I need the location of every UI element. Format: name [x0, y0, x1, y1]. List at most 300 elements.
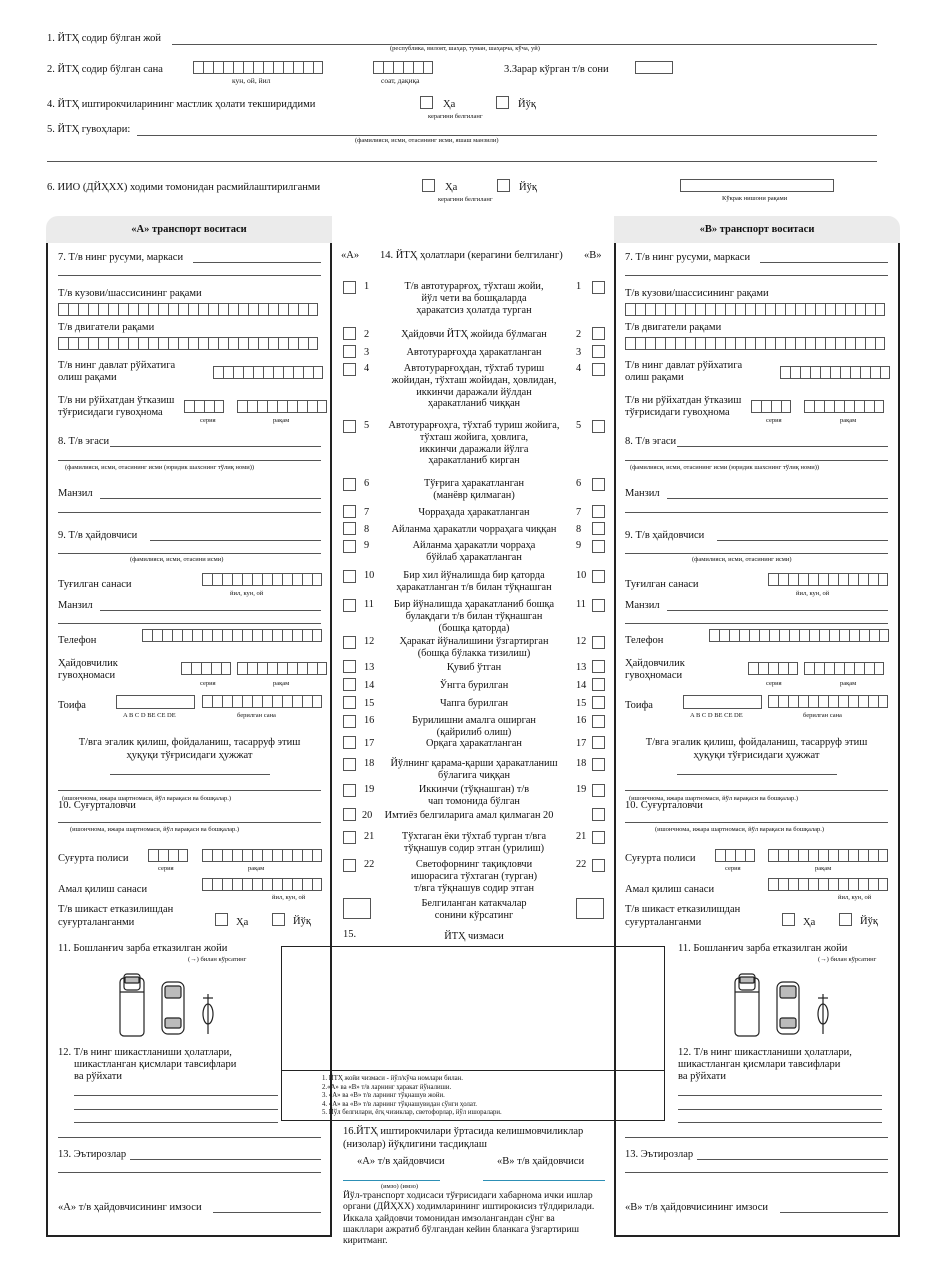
item-3-b-number: 3: [576, 347, 582, 358]
a-driver-hint: (фамилияси, исми, отасини исми): [130, 556, 224, 563]
a-vehicles-diagram[interactable]: [115, 972, 225, 1040]
a-owner-label: 8. Т/в эгаси: [58, 436, 110, 447]
item-8-text-1: Айланма ҳаракатли чорраҳага чиққан: [391, 524, 557, 535]
item-16-a-number: 16: [364, 715, 375, 726]
item-6-a-checkbox[interactable]: [343, 478, 356, 491]
a-objections-field[interactable]: [130, 1159, 321, 1160]
a-driver-field[interactable]: [150, 540, 321, 541]
sketch-number: 15.: [343, 929, 357, 940]
b-impact-label: 11. Бошланғич зарба етказилган жойи: [678, 943, 848, 954]
q6-no-label: Йўқ: [519, 182, 537, 193]
item-12-a-number: 12: [364, 636, 375, 647]
b-right-doc-field[interactable]: [677, 774, 837, 775]
item-4-b-checkbox[interactable]: [592, 363, 605, 376]
a-cert-label-2: тўғрисидаги гувоҳнома: [58, 407, 163, 418]
a-category-date-hint: берилган сана: [237, 712, 276, 719]
q2-time-hint: соат, дақиқа: [381, 76, 420, 85]
b-address2-field-2[interactable]: [625, 623, 888, 624]
q2-label: 2. ЙТҲ содир бўлган сана: [47, 64, 163, 75]
a-policy-number-hint: рақам: [248, 865, 265, 872]
item-2-b-checkbox[interactable]: [592, 327, 605, 340]
item-6-b-checkbox[interactable]: [592, 478, 605, 491]
item-12-b-number: 12: [576, 636, 587, 647]
item-3-b-checkbox[interactable]: [592, 345, 605, 358]
item-10-a-checkbox[interactable]: [343, 570, 356, 583]
item-5-b-checkbox[interactable]: [592, 420, 605, 433]
badge-number-hint: Кўкрак нишони рақами: [722, 195, 788, 202]
b-valid-hint: йил, кун, ой: [838, 894, 872, 901]
a-damaged-no-checkbox[interactable]: [272, 913, 285, 926]
a-reg-boxes[interactable]: [213, 366, 323, 379]
item-19-b-number: 19: [576, 784, 587, 795]
item-22-b-checkbox[interactable]: [592, 859, 605, 872]
item-18-a-number: 18: [364, 758, 375, 769]
sketch-area[interactable]: [281, 946, 665, 1071]
b-damaged-yes-label: Ҳа: [803, 917, 816, 928]
q5-field[interactable]: [137, 135, 877, 136]
a-damage-label-3: ва рўйхати: [74, 1071, 122, 1082]
b-owner-label: 8. Т/в эгаси: [625, 436, 677, 447]
item-19-b-checkbox[interactable]: [592, 784, 605, 797]
b-address-field-2[interactable]: [625, 512, 888, 513]
b-body-boxes[interactable]: [625, 303, 885, 316]
a-right-doc-hint: (ишончнома, ижара шартномаси, йўл варақаси ва бошқалар.): [62, 795, 232, 802]
b-cert-number-hint: рақам: [840, 417, 857, 424]
b-damage-line-2[interactable]: [678, 1109, 882, 1110]
a-damage-label-1: 12. Т/в нинг шикастланиши ҳолатлари,: [58, 1047, 232, 1058]
b-reg-label-1: Т/в нинг давлат рўйхатига: [625, 360, 743, 371]
a-damage-line-2[interactable]: [74, 1109, 278, 1110]
b-license-number-boxes[interactable]: [804, 662, 884, 675]
car-icon: [777, 982, 799, 1034]
item-4-text-1: Автотурарғоҳдан, тўхтаб туриш: [403, 363, 545, 374]
b-license-label-2: гувоҳномаси: [625, 670, 683, 681]
item-11-text-2: булақдаги т/в билан тўқнашган: [405, 610, 543, 622]
a-valid-label: Амал қилиш санаси: [58, 884, 148, 895]
item-2-a-checkbox[interactable]: [343, 327, 356, 340]
b-driver-label: 9. Т/в ҳайдовчиси: [625, 530, 705, 541]
item-22-a-checkbox[interactable]: [343, 859, 356, 872]
q4-hint: керагини белгиланг: [428, 113, 483, 120]
b-cert-series-boxes[interactable]: [751, 400, 791, 413]
b-brand-label: 7. Т/в нинг русуми, маркаси: [625, 252, 751, 263]
item-17-b-number: 17: [576, 738, 587, 749]
item-7-a-number: 7: [364, 507, 370, 518]
b-damaged-label-2: суғурталанганми: [625, 917, 702, 928]
b-address-field[interactable]: [667, 498, 888, 499]
b-birth-boxes[interactable]: [768, 573, 888, 586]
item-15-b-checkbox[interactable]: [592, 696, 605, 709]
b-valid-boxes[interactable]: [768, 878, 888, 891]
a-damage-line-1[interactable]: [74, 1095, 278, 1096]
item-6-text-2: (манёвр қилмаган): [433, 489, 515, 501]
item-1-a-number: 1: [364, 281, 370, 292]
panel-b-header: [614, 216, 900, 243]
b-damage-line-4[interactable]: [625, 1137, 888, 1138]
sketch-title: ЙТҲ чизмаси: [444, 931, 504, 942]
q6-no-checkbox[interactable]: [497, 179, 510, 192]
q2-date-boxes[interactable]: [193, 61, 323, 74]
count-label-2: сонини кўрсатинг: [434, 910, 514, 921]
b-driver-field[interactable]: [717, 540, 888, 541]
b-cert-number-boxes[interactable]: [804, 400, 884, 413]
b-policy-number-hint: рақам: [815, 865, 832, 872]
a-right-doc-field[interactable]: [110, 774, 270, 775]
circumstances-title: 14. ЙТҲ ҳолатлари (керагини белгиланг): [380, 250, 563, 261]
item-13-b-checkbox[interactable]: [592, 660, 605, 673]
item-11-a-checkbox[interactable]: [343, 599, 356, 612]
item-18-b-number: 18: [576, 758, 587, 769]
item-13-b-number: 13: [576, 662, 587, 673]
b-right-doc-label-2: ҳуқуқи тўғрисидаги ҳужжат: [693, 750, 820, 761]
item-19-a-number: 19: [364, 784, 375, 795]
item-15-a-checkbox[interactable]: [343, 696, 356, 709]
item-14-a-number: 14: [364, 680, 375, 691]
item-1-text-3: ҳаракатсиз ҳолатда турган: [416, 304, 532, 316]
a-impact-hint: (→) билан кўрсатинг: [188, 956, 247, 963]
a-owner-field-2[interactable]: [58, 460, 321, 461]
item-21-text-1: Тўхтаган ёки тўхтаб турган т/вга: [401, 831, 547, 842]
a-category-date-boxes[interactable]: [202, 695, 322, 708]
badge-number-field[interactable]: [680, 179, 834, 192]
item-12-text-2: (бошқа бўлакка тизилиш): [417, 647, 531, 659]
driver-b-sign-field[interactable]: [483, 1180, 605, 1181]
a-sign-label: «А» т/в ҳайдовчисининг имзоси: [58, 1202, 202, 1213]
item-9-a-number: 9: [364, 540, 370, 551]
item-6-a-number: 6: [364, 478, 370, 489]
a-birth-boxes[interactable]: [202, 573, 322, 586]
a-body-label: Т/в кузови/шассисининг рақами: [58, 288, 202, 299]
b-objections-field[interactable]: [697, 1159, 888, 1160]
item-10-b-number: 10: [576, 570, 587, 581]
a-driver-field-2[interactable]: [58, 553, 321, 554]
b-damage-label-2: шикастланган қисмлари тавсифлари: [678, 1059, 841, 1070]
a-insurer-label: 10. Суғурталовчи: [58, 800, 136, 811]
item-16-text-2: (қайрилиб олиш): [436, 726, 512, 738]
item-18-b-checkbox[interactable]: [592, 758, 605, 771]
a-damage-label-2: шикастланган қисмлари тавсифлари: [74, 1059, 237, 1070]
item-18-a-checkbox[interactable]: [343, 758, 356, 771]
item-6-b-number: 6: [576, 478, 582, 489]
b-license-label-1: Ҳайдовчилик: [625, 658, 685, 669]
item-3-a-checkbox[interactable]: [343, 345, 356, 358]
b-damaged-no-label: Йўқ: [860, 916, 878, 927]
b-engine-boxes[interactable]: [625, 337, 885, 350]
item-15-text-1: Чапга бурилган: [439, 698, 509, 709]
a-engine-boxes[interactable]: [58, 337, 318, 350]
b-category-date-boxes[interactable]: [768, 695, 888, 708]
a-body-boxes[interactable]: [58, 303, 318, 316]
q1-hint: (республика, вилоят, шаҳар, туман, шаҳарча, кўча, уй): [390, 45, 540, 52]
a-cert-number-boxes[interactable]: [237, 400, 327, 413]
item-8-b-checkbox[interactable]: [592, 522, 605, 535]
b-damaged-label-1: Т/в шикаст етказилишдан: [625, 904, 741, 915]
item-7-b-number: 7: [576, 507, 582, 518]
item-16-a-checkbox[interactable]: [343, 715, 356, 728]
a-policy-series-hint: серия: [158, 865, 174, 872]
item-19-a-checkbox[interactable]: [343, 784, 356, 797]
b-insurer-hint: (ишончнома, ижара шартномаси, йўл варақаси ва бошқалар.): [655, 826, 825, 833]
b-damage-line-3[interactable]: [678, 1122, 882, 1123]
b-category-label: Тоифа: [625, 700, 653, 711]
item-7-text-1: Чорраҳада ҳаракатланган: [418, 507, 530, 518]
q4-yes-checkbox[interactable]: [420, 96, 433, 109]
confirm-label-1: 16.ЙТҲ иштирокчилари ўртасида келишмовчиликлар: [343, 1126, 584, 1137]
q6-label: 6. ИИО (ДЙҲХХ) ходими томонидан расмийлаштирилганми: [47, 182, 321, 193]
a-owner-field[interactable]: [110, 446, 321, 447]
q3-field[interactable]: [635, 61, 673, 74]
footer-note-line-5: киритманг.: [343, 1235, 388, 1247]
item-18-text-2: бўлагига чиққан: [438, 769, 510, 781]
item-4-text-2: жойидан, тўхташ жойидан, ҳовлидан,: [391, 374, 557, 386]
a-address2-label: Манзил: [58, 600, 93, 611]
a-damaged-label-1: Т/в шикаст етказилишдан: [58, 904, 174, 915]
a-damaged-yes-checkbox[interactable]: [215, 913, 228, 926]
a-insurer-field[interactable]: [58, 822, 321, 823]
a-birth-label: Туғилган санаси: [58, 579, 132, 590]
q5-hint: (фамилияси, исми, отасининг исми, яшаш манзили): [355, 137, 499, 144]
b-objections-label: 13. Эътирозлар: [625, 1149, 694, 1160]
car-icon: [162, 982, 184, 1034]
b-owner-field-2[interactable]: [625, 460, 888, 461]
item-14-b-checkbox[interactable]: [592, 678, 605, 691]
a-reg-label-1: Т/в нинг давлат рўйхатига: [58, 360, 176, 371]
item-20-a-checkbox[interactable]: [343, 808, 356, 821]
b-owner-field[interactable]: [677, 446, 888, 447]
q3-label: 3.Зарар кўрган т/в сони: [504, 64, 609, 75]
item-1-a-checkbox[interactable]: [343, 281, 356, 294]
a-license-label-2: гувоҳномаси: [58, 670, 116, 681]
item-13-text-1: Қувиб ўтган: [446, 662, 502, 673]
b-policy-series-boxes[interactable]: [715, 849, 755, 862]
a-policy-label: Суғурта полиси: [58, 853, 129, 864]
item-22-text-2: ишорасига тўхтаган (турган): [410, 870, 538, 882]
b-license-series-boxes[interactable]: [748, 662, 798, 675]
a-category-label: Тоифа: [58, 700, 86, 711]
item-1-text-2: йўл чети ва бошқаларда: [421, 292, 527, 304]
q2-time-boxes[interactable]: [373, 61, 433, 74]
b-category-field[interactable]: [683, 695, 762, 709]
b-insurer-label: 10. Суғурталовчи: [625, 800, 703, 811]
panel-a-title: «А» транспорт воситаси: [131, 224, 247, 235]
item-2-b-number: 2: [576, 329, 582, 340]
b-vehicles-diagram[interactable]: [730, 972, 840, 1040]
b-phone-boxes[interactable]: [709, 629, 889, 642]
col-b-label: «В»: [584, 250, 602, 261]
item-5-text-1: Автотурарғоҳга, тўхтаб туриш жойига,: [388, 420, 560, 431]
item-20-b-checkbox[interactable]: [592, 808, 605, 821]
b-birth-label: Туғилган санаси: [625, 579, 699, 590]
a-objections-label: 13. Эътирозлар: [58, 1149, 127, 1160]
item-3-text-1: Автотурарғоҳда ҳаракатланган: [406, 347, 542, 358]
item-2-text-1: Ҳайдовчи ЙТҲ жойида бўлмаган: [401, 329, 547, 340]
footer-note-line-4: шакллари ажратиб бўлгандан кейин бланкага ўзгартириш: [343, 1223, 579, 1235]
a-address2-field[interactable]: [100, 610, 321, 611]
b-driver-field-2[interactable]: [625, 553, 888, 554]
b-address2-field[interactable]: [667, 610, 888, 611]
b-impact-hint: (→) билан кўрсатинг: [818, 956, 877, 963]
item-4-b-number: 4: [576, 363, 582, 374]
a-owner-hint: (фамилияси, исми, отасининг исми (юридик шахснинг тўлиқ номи)): [65, 464, 255, 471]
a-policy-series-boxes[interactable]: [148, 849, 188, 862]
b-address-label: Манзил: [625, 488, 660, 499]
a-objections-field-2[interactable]: [58, 1172, 321, 1173]
item-7-b-checkbox[interactable]: [592, 505, 605, 518]
b-brand-field-2[interactable]: [625, 275, 888, 276]
a-valid-boxes[interactable]: [202, 878, 322, 891]
b-reg-label-2: олиш рақами: [625, 372, 684, 383]
sketch-note-4: 4. «А» ва «В» т/в ларнинг тўқнашувидан сўнги ҳолат.: [322, 1100, 477, 1108]
item-9-b-checkbox[interactable]: [592, 540, 605, 553]
item-12-b-checkbox[interactable]: [592, 636, 605, 649]
item-11-b-number: 11: [576, 599, 586, 610]
item-4-a-checkbox[interactable]: [343, 363, 356, 376]
item-5-b-number: 5: [576, 420, 582, 431]
item-11-text-1: Бир йўналишда ҳаракатланиб бошқа: [393, 599, 555, 610]
q2-date-hint: кун, ой, йил: [232, 76, 271, 85]
b-policy-number-boxes[interactable]: [768, 849, 888, 862]
b-policy-label: Суғурта полиси: [625, 853, 696, 864]
item-17-text-1: Орқага ҳаракатланган: [426, 738, 522, 749]
item-19-text-2: чап томонида бўлган: [428, 795, 520, 807]
a-brand-label: 7. Т/в нинг русуми, маркаси: [58, 252, 184, 263]
item-10-b-checkbox[interactable]: [592, 570, 605, 583]
item-21-text-2: тўқнашув содир этган (урилиш): [403, 842, 545, 854]
b-damaged-yes-checkbox[interactable]: [782, 913, 795, 926]
driver-b-label: «В» т/в ҳайдовчиси: [497, 1156, 585, 1167]
a-address2-field-2[interactable]: [58, 623, 321, 624]
b-damage-line-1[interactable]: [678, 1095, 882, 1096]
b-driver-hint: (фамилияси, исми, отасининг исми): [692, 556, 792, 563]
item-9-text-1: Айланма ҳаракатли чорраҳа: [412, 540, 536, 551]
a-license-series-boxes[interactable]: [181, 662, 231, 675]
item-22-a-number: 22: [364, 859, 375, 870]
sketch-note-5: 5. Йўл белгилари, ёгқ чизиклар, светофорлар, йўл ишоралари.: [322, 1109, 502, 1116]
sketch-note-1: 1. ЙТҲ жойи чизмаси - йўл/кўча номлари билан.: [322, 1075, 463, 1082]
a-brand-field-2[interactable]: [58, 275, 321, 276]
a-cert-series-boxes[interactable]: [184, 400, 224, 413]
item-21-b-checkbox[interactable]: [592, 831, 605, 844]
item-7-a-checkbox[interactable]: [343, 505, 356, 518]
b-body-label: Т/в кузови/шассисининг рақами: [625, 288, 769, 299]
item-10-a-number: 10: [364, 570, 375, 581]
sketch-note-2: 2.«А» ва «В» т/в ларнинг ҳаракат йўналиши.: [322, 1083, 452, 1091]
b-right-doc-field-2[interactable]: [625, 790, 888, 791]
a-damaged-yes-label: Ҳа: [236, 917, 249, 928]
b-valid-label: Амал қилиш санаси: [625, 884, 715, 895]
item-17-b-checkbox[interactable]: [592, 736, 605, 749]
a-sign-field[interactable]: [213, 1212, 321, 1213]
b-right-doc-label-1: Т/вга эгалик қилиш, фойдаланиш, тасарруф этиш: [645, 737, 868, 748]
b-damaged-no-checkbox[interactable]: [839, 913, 852, 926]
item-21-a-checkbox[interactable]: [343, 831, 356, 844]
col-a-label: «А»: [341, 250, 360, 261]
driver-a-sign-field[interactable]: [343, 1180, 440, 1181]
b-brand-field[interactable]: [760, 262, 888, 263]
q6-hint: керагини белгиланг: [438, 196, 493, 203]
b-cert-series-hint: серия: [766, 417, 782, 424]
a-birth-hint: йил, кун, ой: [230, 590, 264, 597]
b-count-box[interactable]: [576, 898, 604, 919]
a-address-label: Манзил: [58, 488, 93, 499]
a-engine-label: Т/в двигатели рақами: [58, 322, 155, 333]
panel-a-header: [46, 216, 332, 243]
count-label-1: Белгиланган катакчалар: [421, 898, 527, 909]
b-cert-label-1: Т/в ни рўйхатдан ўтказиш: [625, 395, 742, 406]
footer-note-line-2: органи (ДЙҲХХ) ходимларининг иштирокисиз тўлдирилади.: [343, 1201, 595, 1213]
b-sign-field[interactable]: [780, 1212, 888, 1213]
b-insurer-field[interactable]: [625, 822, 888, 823]
a-category-letters: A B C D BE CE DE: [123, 712, 176, 719]
item-16-b-checkbox[interactable]: [592, 715, 605, 728]
item-12-a-checkbox[interactable]: [343, 636, 356, 649]
a-category-field[interactable]: [116, 695, 195, 709]
footer-note-line-1: Йўл-транспорт ходисаси тўғрисидаги хабарнома ички ишлар: [343, 1190, 593, 1201]
item-4-text-4: ҳаракатланиб чиққан: [427, 398, 521, 410]
item-11-text-3: (бошқа қаторда): [438, 622, 510, 634]
item-11-b-checkbox[interactable]: [592, 599, 605, 612]
item-9-b-number: 9: [576, 540, 582, 551]
item-10-text-1: Бир хил йўналишда бир қаторда: [403, 570, 545, 581]
a-license-number-boxes[interactable]: [237, 662, 327, 675]
item-17-a-checkbox[interactable]: [343, 736, 356, 749]
a-policy-number-boxes[interactable]: [202, 849, 322, 862]
item-8-b-number: 8: [576, 524, 582, 535]
item-8-a-checkbox[interactable]: [343, 522, 356, 535]
panel-b-title: «В» транспорт воситаси: [699, 224, 815, 235]
b-address2-label: Манзил: [625, 600, 660, 611]
q4-no-checkbox[interactable]: [496, 96, 509, 109]
item-9-text-2: бўйлаб ҳаракатланган: [426, 551, 522, 563]
footer-note-line-3: Иккала ҳайдовчи томонидан имзолангандан сўнг ва: [343, 1212, 555, 1224]
a-address-field-2[interactable]: [58, 512, 321, 513]
a-phone-boxes[interactable]: [142, 629, 322, 642]
bicycle-icon: [203, 994, 213, 1034]
q5-field-2[interactable]: [47, 161, 877, 162]
b-damage-label-1: 12. Т/в нинг шикастланиши ҳолатлари,: [678, 1047, 852, 1058]
item-2-a-number: 2: [364, 329, 370, 340]
item-9-a-checkbox[interactable]: [343, 540, 356, 553]
a-impact-label: 11. Бошланғич зарба етказилган жойи: [58, 943, 228, 954]
item-16-b-number: 16: [576, 715, 587, 726]
b-engine-label: Т/в двигатели рақами: [625, 322, 722, 333]
a-brand-field[interactable]: [193, 262, 321, 263]
q6-yes-checkbox[interactable]: [422, 179, 435, 192]
item-21-b-number: 21: [576, 831, 587, 842]
b-reg-boxes[interactable]: [780, 366, 890, 379]
confirm-label-2: (низолар) йўқлигини тасдиқлаш: [343, 1139, 487, 1150]
a-valid-hint: йил, кун, ой: [272, 894, 306, 901]
item-5-a-checkbox[interactable]: [343, 420, 356, 433]
q4-yes-label: Ҳа: [443, 99, 456, 110]
item-11-a-number: 11: [364, 599, 374, 610]
a-count-box[interactable]: [343, 898, 371, 919]
a-address-field[interactable]: [100, 498, 321, 499]
a-damage-line-4[interactable]: [58, 1137, 321, 1138]
item-1-text-1: Т/в автотурарғоҳ, тўхташ жойи,: [404, 281, 544, 292]
b-objections-field-2[interactable]: [625, 1172, 888, 1173]
a-cert-series-hint: серия: [200, 417, 216, 424]
a-damage-line-3[interactable]: [74, 1122, 278, 1123]
item-20-text-1: Имтиёз белгиларига амал қилмаган 20: [384, 810, 554, 821]
a-right-doc-field-2[interactable]: [58, 790, 321, 791]
item-14-a-checkbox[interactable]: [343, 678, 356, 691]
item-13-a-checkbox[interactable]: [343, 660, 356, 673]
item-1-b-checkbox[interactable]: [592, 281, 605, 294]
sign-hint: (имзо) (имзо): [381, 1183, 419, 1190]
b-license-series-hint: серия: [766, 680, 782, 687]
item-20-a-number: 20: [362, 810, 373, 821]
